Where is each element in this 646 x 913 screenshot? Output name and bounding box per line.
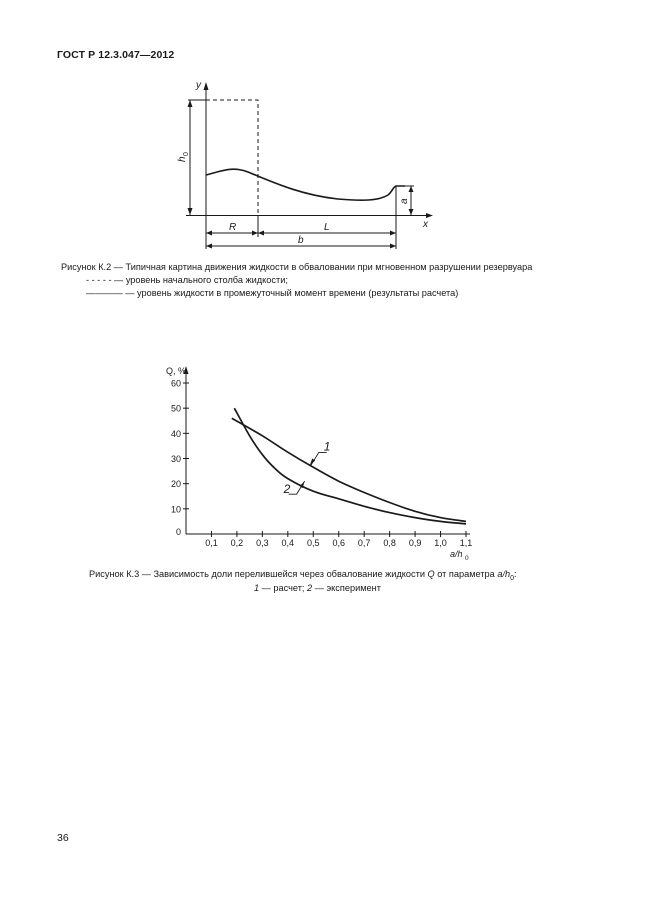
- k3-x-tick-label: 0,9: [408, 538, 422, 548]
- k3-series-1-label: 1: [323, 439, 331, 454]
- k3-series-2-label: 2: [283, 482, 291, 497]
- k2-legend-solid: ———— — уровень жидкости в промежуточный момент времени (результаты расчета): [86, 288, 459, 298]
- k2-x-label: x: [423, 219, 428, 230]
- k3-x-axis-label: a/h: [450, 549, 463, 559]
- k3-x-tick-label: 1,1: [459, 538, 473, 548]
- k2-caption: Рисунок К.2 — Типичная картина движения жидкости в обваловании при мгновенном разрушении резервуара: [61, 262, 533, 272]
- k3-y-tick-label: 40: [170, 428, 181, 439]
- k2-b-label: b: [298, 235, 304, 246]
- k3-x-tick-label: 0,4: [281, 538, 295, 548]
- k3-series-1-line: [232, 418, 466, 521]
- k2-liquid-profile: [206, 169, 405, 200]
- k3-y-tick-label: 30: [170, 454, 181, 464]
- k3-y-tick-label: 50: [170, 403, 181, 414]
- k3-x-tick-label: 1,0: [434, 538, 447, 548]
- k2-a-label: a: [399, 198, 410, 204]
- k3-y-axis-label: Q, %: [166, 366, 187, 376]
- page-number: 36: [57, 832, 69, 844]
- k3-y-tick-label: 20: [170, 479, 181, 490]
- k3-series-1-leader: [311, 453, 327, 466]
- k3-y-tick-label: 0: [175, 527, 181, 537]
- k2-h-label: h: [177, 156, 188, 162]
- k3-x-tick-label: 0,8: [383, 538, 396, 548]
- k3-x-tick-label: 0,6: [332, 538, 345, 548]
- k2-initial-level-dashed: [206, 100, 258, 215]
- k2-y-arrow: [204, 82, 209, 90]
- k2-r-label: R: [229, 222, 237, 233]
- k3-x-tick-label: 0,5: [307, 538, 320, 548]
- k3-y-tick-label: 10: [170, 504, 181, 515]
- k3-legend: 1 — расчет; 2 — эксперимент: [254, 583, 381, 593]
- k3-x-tick-label: 0,3: [256, 538, 269, 548]
- k2-x-arrow: [426, 213, 433, 218]
- k3-x-tick-label: 0,7: [357, 538, 371, 548]
- figure-k2: [0, 0, 646, 300]
- document-header: ГОСТ Р 12.3.047—2012: [57, 49, 175, 61]
- k3-caption: Рисунок К.3 — Зависимость доли перелившейся через обвалование жидкости Q от параметра $a/h_0$:: [89, 569, 517, 582]
- k2-h-sub: 0: [183, 152, 190, 156]
- figure-k3-chart: [0, 350, 646, 570]
- k3-y-tick-label: 60: [170, 378, 181, 389]
- k3-x-axis-label-sub: 0: [465, 555, 469, 562]
- k2-y-label: y: [196, 80, 201, 91]
- k3-x-tick-label: 0,2: [230, 538, 244, 548]
- k2-legend-dashed: - - - - - — уровень начального столба жидкости;: [86, 275, 288, 285]
- k2-l-label: L: [324, 222, 330, 233]
- k3-series-2-line: [234, 408, 466, 524]
- k3-x-tick-label: 0,1: [205, 538, 218, 548]
